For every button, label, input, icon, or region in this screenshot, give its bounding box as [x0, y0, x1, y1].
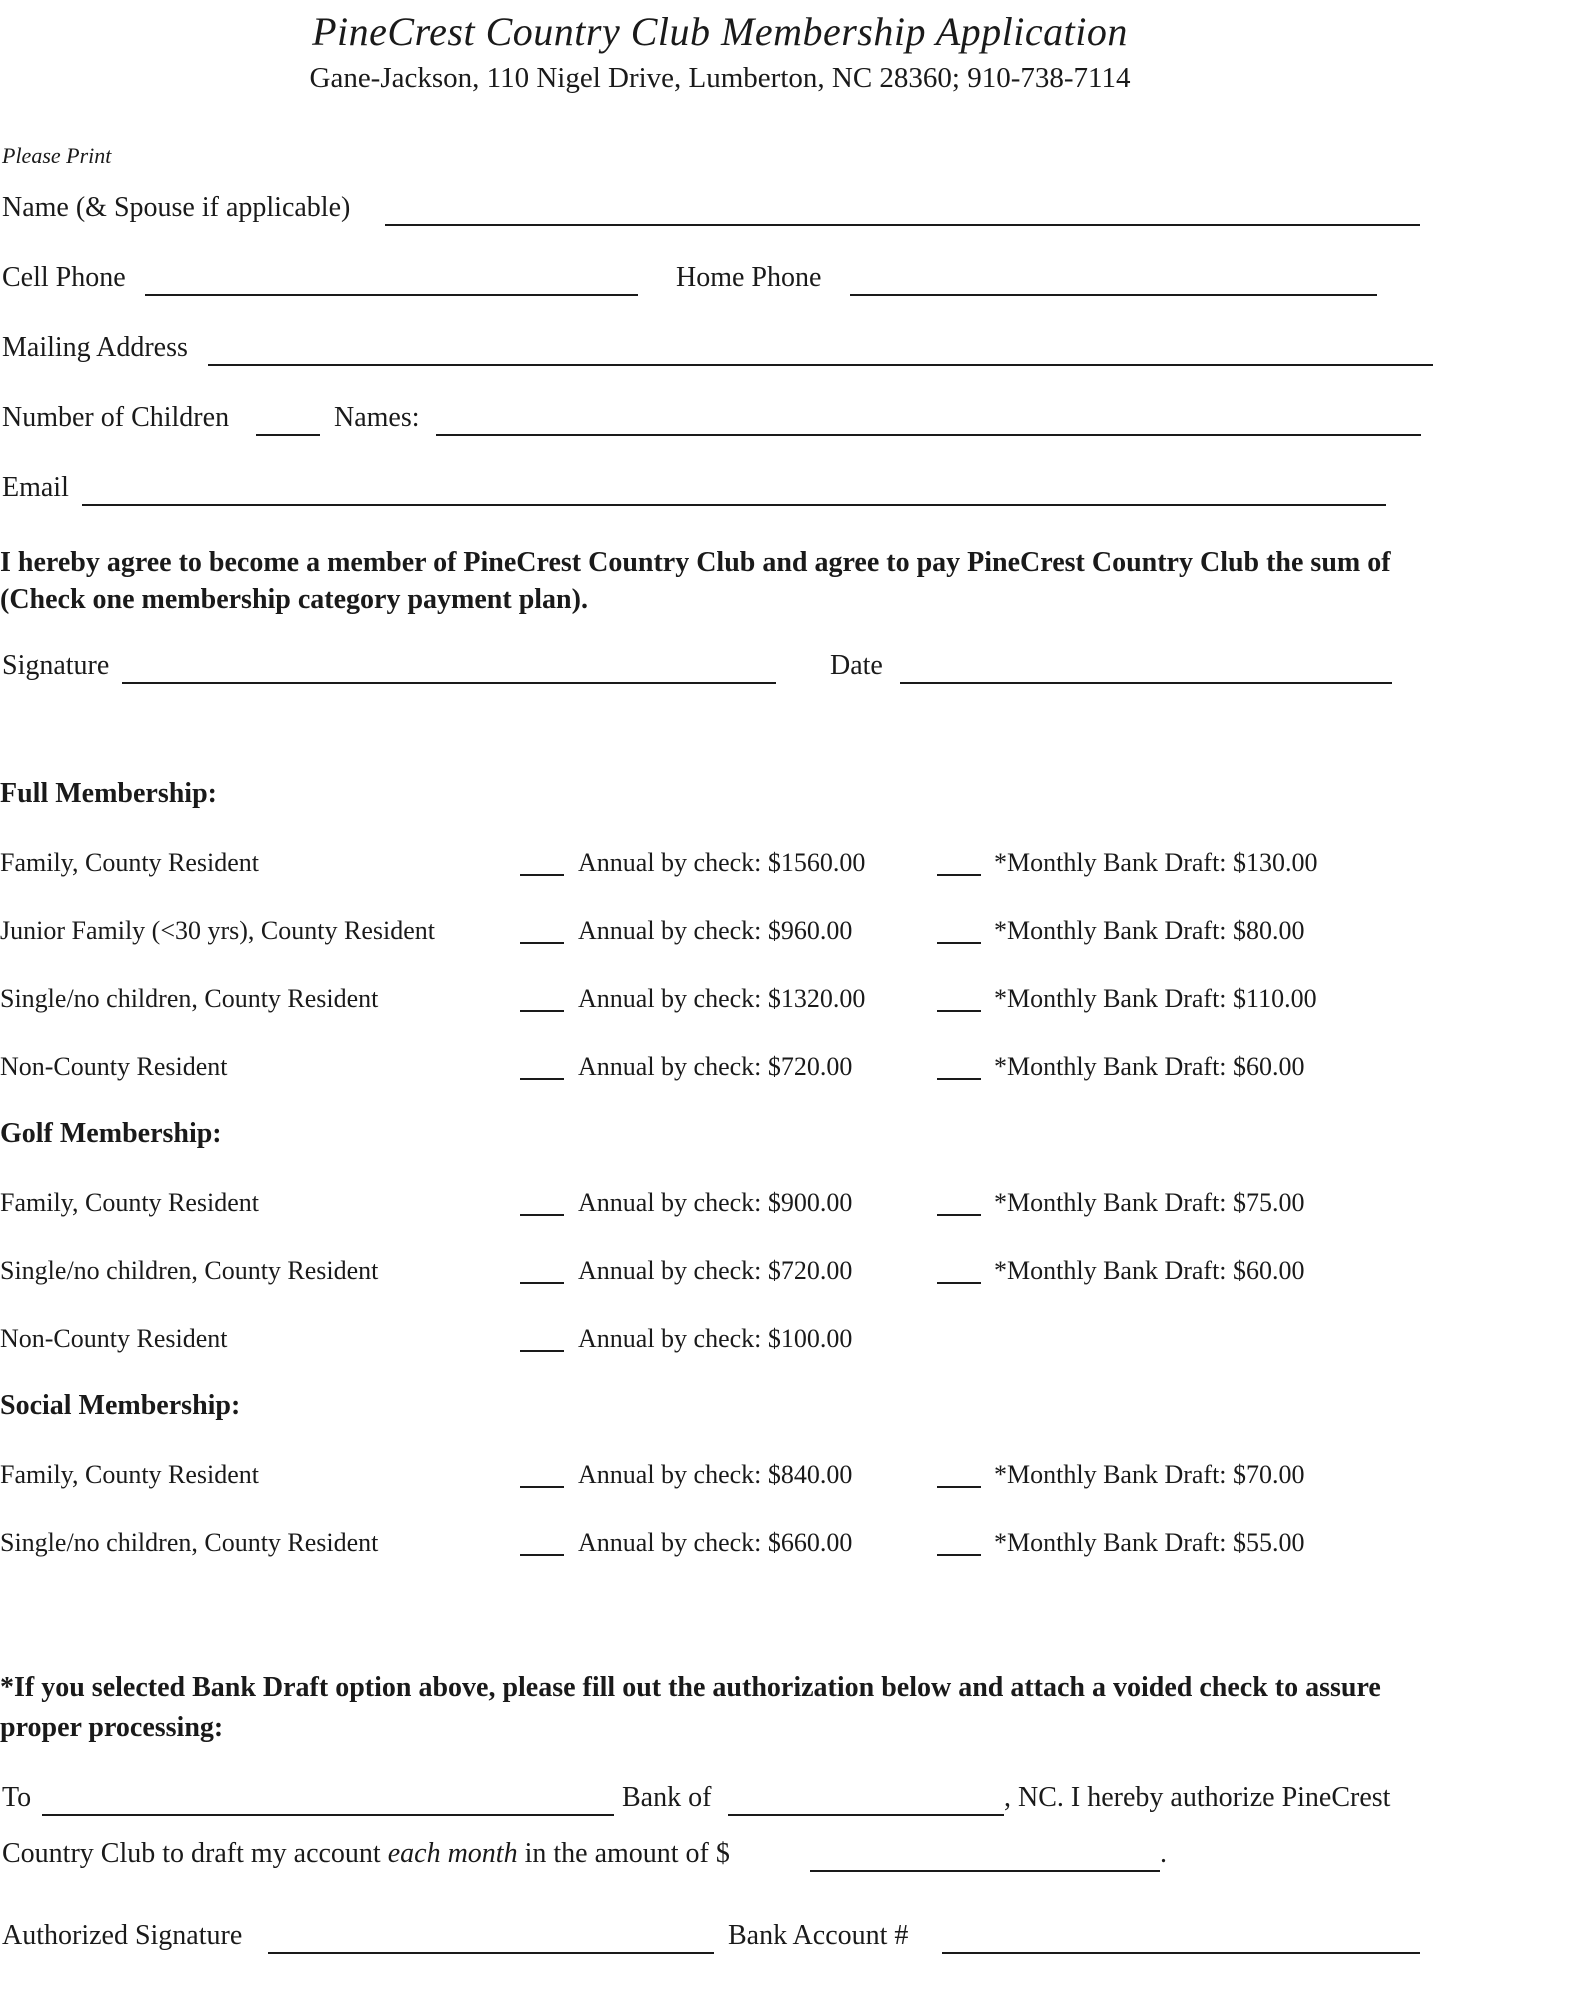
authorized-signature-field[interactable]	[268, 1952, 714, 1954]
draft-amount-field[interactable]	[810, 1870, 1160, 1872]
children-names-label: Names:	[334, 402, 420, 433]
membership-option-row	[0, 848, 1400, 884]
each-month-text: each month	[387, 1838, 518, 1869]
membership-category: Family, County Resident	[0, 1460, 260, 1489]
monthly-price: *Monthly Bank Draft: $60.00	[994, 1256, 1305, 1285]
monthly-draft-blank[interactable]	[937, 1010, 981, 1012]
membership-option-row	[0, 1188, 1400, 1224]
name-row	[0, 192, 1430, 232]
amount-prefix: Country Club to draft my account	[2, 1838, 388, 1869]
full-membership-heading: Full Membership:	[0, 778, 217, 809]
membership-option-row	[0, 1528, 1400, 1564]
date-label: Date	[830, 650, 883, 681]
annual-price: Annual by check: $100.00	[578, 1324, 853, 1353]
amount-suffix: in the amount of $	[517, 1838, 730, 1869]
mailing-address-field[interactable]	[208, 364, 1433, 366]
membership-option-row	[0, 1324, 1400, 1360]
email-label: Email	[2, 472, 69, 503]
name-label: Name (& Spouse if applicable)	[2, 192, 351, 223]
annual-price: Annual by check: $660.00	[578, 1528, 853, 1557]
annual-price: Annual by check: $900.00	[578, 1188, 853, 1217]
signature-field[interactable]	[122, 682, 776, 684]
children-names-field[interactable]	[436, 434, 1421, 436]
membership-option-row	[0, 1052, 1400, 1088]
club-address: Gane-Jackson, 110 Nigel Drive, Lumberton, NC 28360; 910-738-7114	[309, 62, 1131, 94]
home-phone-field[interactable]	[850, 294, 1377, 296]
annual-check-blank[interactable]	[520, 1350, 564, 1352]
membership-option-row	[0, 984, 1400, 1020]
monthly-draft-blank[interactable]	[937, 1486, 981, 1488]
name-field[interactable]	[385, 224, 1420, 226]
membership-category: Single/no children, County Resident	[0, 1256, 379, 1285]
cell-phone-field[interactable]	[145, 294, 638, 296]
annual-check-blank[interactable]	[520, 1282, 564, 1284]
monthly-price: *Monthly Bank Draft: $75.00	[994, 1188, 1305, 1217]
monthly-price: *Monthly Bank Draft: $110.00	[994, 984, 1317, 1013]
children-row	[0, 402, 1430, 442]
membership-category: Single/no children, County Resident	[0, 984, 379, 1013]
bank-of-field[interactable]	[728, 1814, 1004, 1816]
authorized-signature-label: Authorized Signature	[2, 1920, 243, 1951]
annual-price: Annual by check: $1320.00	[578, 984, 866, 1013]
bank-account-label: Bank Account #	[728, 1920, 909, 1951]
monthly-draft-blank[interactable]	[937, 1078, 981, 1080]
monthly-draft-blank[interactable]	[937, 1214, 981, 1216]
membership-category: Family, County Resident	[0, 1188, 260, 1217]
annual-check-blank[interactable]	[520, 1078, 564, 1080]
membership-category: Family, County Resident	[0, 848, 260, 877]
home-phone-label: Home Phone	[676, 262, 822, 293]
social-membership-heading: Social Membership:	[0, 1390, 241, 1421]
annual-price: Annual by check: $720.00	[578, 1256, 853, 1285]
please-print-note: Please Print	[2, 143, 112, 168]
signature-row	[0, 650, 1400, 690]
authorize-text: , NC. I hereby authorize PineCrest	[1004, 1782, 1391, 1813]
form-title: PineCrest Country Club Membership Application	[312, 9, 1128, 54]
monthly-draft-blank[interactable]	[937, 1554, 981, 1556]
membership-option-row	[0, 1256, 1400, 1292]
monthly-draft-blank[interactable]	[937, 874, 981, 876]
date-field[interactable]	[900, 682, 1392, 684]
amount-period: .	[1160, 1838, 1167, 1869]
membership-option-row	[0, 916, 1400, 952]
to-field[interactable]	[42, 1814, 614, 1816]
annual-check-blank[interactable]	[520, 1486, 564, 1488]
mailing-address-label: Mailing Address	[2, 332, 188, 363]
bank-account-field[interactable]	[942, 1952, 1420, 1954]
membership-option-row	[0, 1460, 1400, 1496]
agreement-text: I hereby agree to become a member of PineCrest Country Club and agree to pay PineCrest Country Club the sum of (Check one membership category payment plan).	[0, 547, 1391, 615]
annual-check-blank[interactable]	[520, 1010, 564, 1012]
bank-of-label: Bank of	[622, 1782, 712, 1813]
children-count-field[interactable]	[256, 434, 320, 436]
children-count-label: Number of Children	[2, 402, 230, 433]
annual-price: Annual by check: $1560.00	[578, 848, 866, 877]
monthly-price: *Monthly Bank Draft: $130.00	[994, 848, 1318, 877]
annual-check-blank[interactable]	[520, 1554, 564, 1556]
email-row	[0, 472, 1400, 512]
monthly-draft-blank[interactable]	[937, 942, 981, 944]
amount-row	[0, 1838, 1440, 1878]
cell-phone-label: Cell Phone	[2, 262, 126, 293]
email-field[interactable]	[82, 504, 1386, 506]
annual-price: Annual by check: $960.00	[578, 916, 853, 945]
monthly-price: *Monthly Bank Draft: $80.00	[994, 916, 1305, 945]
bank-row	[0, 1782, 1440, 1822]
amount-sentence	[2, 1838, 730, 1870]
membership-category: Junior Family (<30 yrs), County Resident	[0, 916, 435, 945]
annual-check-blank[interactable]	[520, 874, 564, 876]
annual-price: Annual by check: $840.00	[578, 1460, 853, 1489]
monthly-draft-blank[interactable]	[937, 1282, 981, 1284]
membership-category: Single/no children, County Resident	[0, 1528, 379, 1557]
bank-draft-notice: *If you selected Bank Draft option above, please fill out the authorization below and attach a voided check to assure proper processing:	[0, 1672, 1381, 1743]
signature-label: Signature	[2, 650, 110, 681]
mailing-row	[0, 332, 1440, 372]
golf-membership-heading: Golf Membership:	[0, 1118, 222, 1149]
phone-row	[0, 262, 1430, 302]
to-label: To	[2, 1782, 32, 1813]
authorized-signature-row	[0, 1920, 1440, 1960]
monthly-price: *Monthly Bank Draft: $60.00	[994, 1052, 1305, 1081]
annual-check-blank[interactable]	[520, 942, 564, 944]
monthly-price: *Monthly Bank Draft: $55.00	[994, 1528, 1305, 1557]
membership-category: Non-County Resident	[0, 1324, 228, 1353]
membership-category: Non-County Resident	[0, 1052, 228, 1081]
monthly-price: *Monthly Bank Draft: $70.00	[994, 1460, 1305, 1489]
annual-price: Annual by check: $720.00	[578, 1052, 853, 1081]
annual-check-blank[interactable]	[520, 1214, 564, 1216]
